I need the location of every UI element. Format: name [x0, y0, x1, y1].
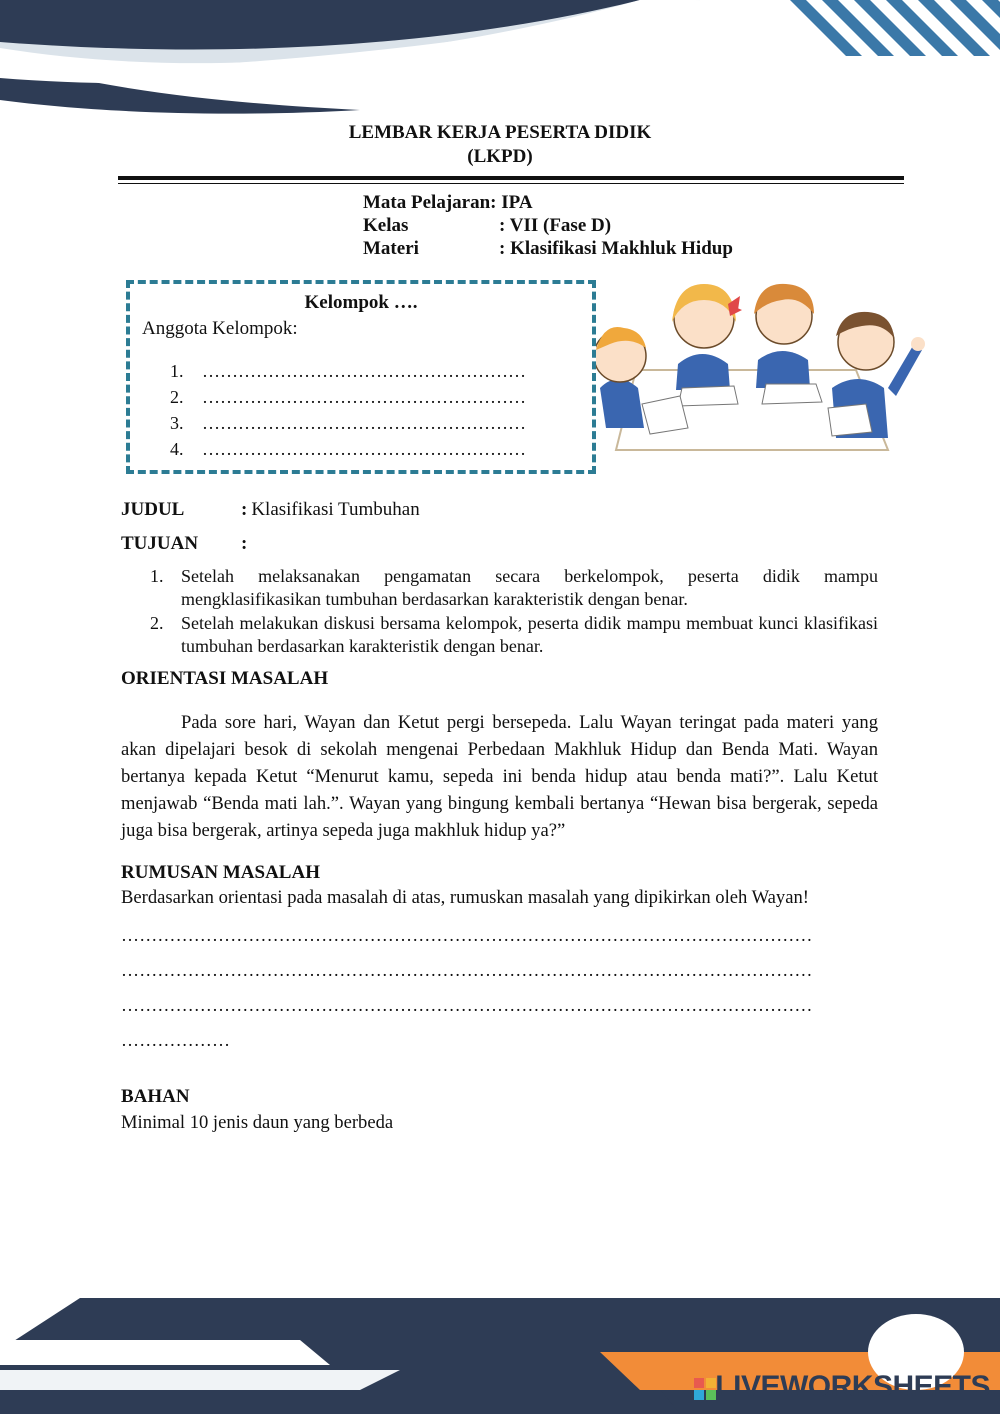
topic-label: Materi [363, 238, 419, 259]
group-title: Kelompok …. [304, 292, 418, 313]
rumusan-instruction: Berdasarkan orientasi pada masalah di atas, rumuskan masalah yang dipikirkan oleh Wayan! [121, 887, 809, 908]
bahan-heading: BAHAN [121, 1086, 190, 1107]
tujuan-label: TUJUAN [121, 533, 199, 554]
class-label: Kelas [363, 215, 409, 236]
worksheet-subtitle: (LKPD) [467, 146, 533, 167]
watermark-text: LIVEWORKSHEETS [715, 1370, 990, 1403]
answer-line[interactable]: ……………… [121, 1030, 231, 1050]
meta-subject [363, 192, 533, 214]
members-label: Anggota Kelompok: [142, 318, 298, 339]
list-item: 2. Setelah melakukan diskusi bersama kelompok, peserta didik mampu membuat kunci klasifikasi tumbuhan berdasarkan karakteristik dengan benar. [150, 613, 878, 656]
topic-value: : Klasifikasi Makhluk Hidup [499, 238, 733, 259]
meta-class [363, 215, 611, 237]
liveworksheets-logo-icon [694, 1378, 716, 1405]
judul-value: Klasifikasi Tumbuhan [251, 499, 420, 520]
member-line[interactable]: 4. ……………………………………………… [170, 439, 526, 459]
answer-line[interactable]: …………………………………………………………………………………………………… [121, 960, 813, 980]
tujuan-colon: : [241, 533, 248, 554]
tujuan-list [150, 565, 878, 659]
students-illustration [596, 278, 928, 458]
answer-line[interactable]: …………………………………………………………………………………………………… [121, 925, 813, 945]
list-item: 1. Setelah melaksanakan pengamatan secara berkelompok, peserta didik mampu mengklasifikasikan tumbuhan berdasarkan karakteristik dengan benar. [150, 566, 878, 609]
member-line[interactable]: 1. ……………………………………………… [170, 361, 526, 381]
class-value: : VII (Fase D) [499, 215, 612, 236]
top-wave-decoration [0, 0, 1000, 120]
judul-row [121, 499, 420, 521]
title-divider-thin [118, 183, 904, 184]
subject-value: IPA [501, 192, 533, 213]
subject-label: Mata Pelajaran: [363, 192, 497, 213]
orientasi-paragraph: Pada sore hari, Wayan dan Ketut pergi bersepeda. Lalu Wayan teringat pada materi yang akan dipelajari besok di sekolah mengenai Perbedaan Makhluk Hidup dan Benda Mati. Wayan bertanya kepada Ketut “Menurut kamu, sepeda ini benda hidup atau benda mati?”. Lalu Ketut menjawab “Benda mati lah.”. Wayan yang bingung kembali bertanya “Hewan bisa bergerak, sepeda juga bisa bergerak, artinya sepeda juga makhluk hidup ya?” [121, 712, 878, 841]
member-line[interactable]: 3. ……………………………………………… [170, 413, 526, 433]
judul-label: JUDUL [121, 499, 185, 520]
orientasi-heading: ORIENTASI MASALAH [121, 668, 329, 689]
judul-colon: : [241, 499, 248, 520]
member-line[interactable]: 2. ……………………………………………… [170, 387, 526, 407]
tujuan-row [121, 533, 247, 555]
worksheet-title: LEMBAR KERJA PESERTA DIDIK [348, 122, 652, 143]
rumusan-heading: RUMUSAN MASALAH [121, 862, 320, 883]
meta-topic [363, 238, 733, 260]
title-divider-thick [118, 176, 904, 180]
bahan-text: Minimal 10 jenis daun yang berbeda [121, 1112, 394, 1133]
answer-line[interactable]: …………………………………………………………………………………………………… [121, 995, 813, 1015]
